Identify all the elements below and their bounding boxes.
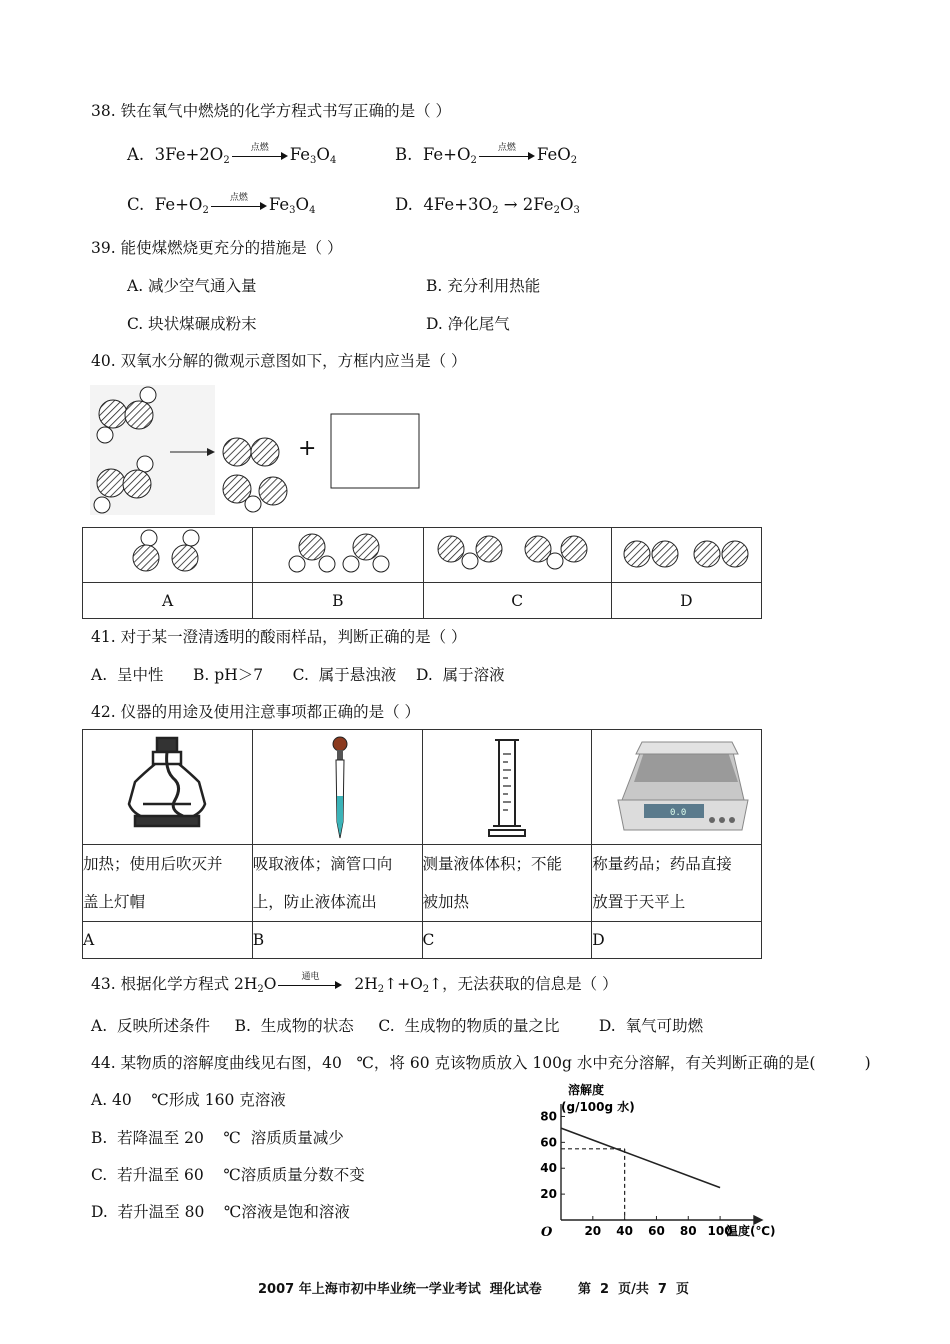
q44-option-d[interactable]: D. 若升温至 80 ℃溶液是饱和溶液: [91, 1203, 350, 1221]
x-tick-label: 40: [616, 1224, 633, 1238]
reaction-arrow: 点燃: [211, 199, 267, 213]
q39-option-a[interactable]: A. 减少空气通入量: [127, 277, 257, 295]
q42-stem: 42. 仪器的用途及使用注意事项都正确的是（ ）: [91, 703, 421, 721]
q39-stem: 39. 能使煤燃烧更充分的措施是（ ）: [91, 239, 343, 257]
x-tick-label: 80: [679, 1224, 697, 1238]
q42-instrument-table: [82, 729, 762, 959]
q42-cell-d-text: 称量药品；药品直接 放置于天平上: [592, 845, 762, 922]
q44-option-b[interactable]: B. 若降温至 20 ℃ 溶质质量减少: [91, 1129, 344, 1147]
x-tick-label: 20: [584, 1224, 602, 1238]
alcohol-lamp-image[interactable]: [83, 730, 253, 845]
q42-choice-d[interactable]: D: [592, 922, 762, 959]
q42-cell-c-text: 测量液体体积；不能 被加热: [422, 845, 592, 922]
q40-choice-table: [82, 527, 762, 619]
q40-choice-d-image[interactable]: [611, 528, 761, 583]
q44-stem: 44. 某物质的溶解度曲线见右图，40 ℃，将 60 克该物质放入 100g 水中充分溶解，有关判断正确的是( ): [91, 1054, 871, 1072]
reaction-arrow: 通电: [278, 978, 342, 992]
q40-choice-c-label[interactable]: C: [423, 583, 611, 619]
product-molecule-2: [223, 475, 287, 512]
q39-option-c[interactable]: C. 块状煤碾成粉末: [127, 315, 257, 333]
q40-choice-a-label[interactable]: A: [83, 583, 253, 619]
q42-choice-a[interactable]: A: [83, 922, 253, 959]
electronic-balance-image[interactable]: [592, 730, 762, 845]
q38-stem: 38. 铁在氧气中燃烧的化学方程式书写正确的是（ ）: [91, 102, 452, 120]
q41-stem: 41. 对于某一澄清透明的酸雨样品，判断正确的是（ ）: [91, 628, 467, 646]
q40-choice-a-image[interactable]: [83, 528, 253, 583]
svg-text:0.0: 0.0: [670, 808, 687, 818]
dropper-image[interactable]: [252, 730, 422, 845]
chart-ylabel: (g/100g 水): [561, 1100, 635, 1114]
q40-choice-b-label[interactable]: B: [253, 583, 423, 619]
solubility-chart: [528, 1082, 798, 1240]
decomposition-diagram: [85, 380, 435, 520]
answer-box: [331, 414, 419, 488]
q40-choice-d-label[interactable]: D: [611, 583, 761, 619]
q40-choice-c-image[interactable]: [423, 528, 611, 583]
x-tick-label: 100: [707, 1224, 733, 1238]
chart-title: 溶解度: [568, 1083, 605, 1097]
plus-sign: +: [298, 436, 317, 461]
q44-option-c[interactable]: C. 若升温至 60 ℃溶质质量分数不变: [91, 1166, 365, 1184]
q38-option-a[interactable]: A. $3Fe+2O_2$ 点燃 $Fe_3O_4$: [127, 142, 337, 166]
q43-stem: 43. 根据化学方程式 $2H_2O$ 通电 $2H_2↑+O_2↑$，无法获取的信息是（ ）: [91, 972, 618, 995]
q39-option-b[interactable]: B. 充分利用热能: [426, 277, 541, 295]
q38-option-c[interactable]: C. $Fe+O_2$ 点燃 $Fe_3O_4$: [127, 192, 316, 216]
q42-cell-b-text: 吸取液体；滴管口向 上，防止液体流出: [252, 845, 422, 922]
q44-option-a[interactable]: A. 40 ℃形成 160 克溶液: [91, 1091, 286, 1109]
y-tick-label: 40: [540, 1161, 557, 1176]
q42-cell-a-text: 加热；使用后吹灭并 盖上灯帽: [83, 845, 253, 922]
q42-choice-c[interactable]: C: [422, 922, 592, 959]
q38-option-b[interactable]: B. $Fe+O_2$ 点燃 FeO$_2$: [395, 142, 578, 166]
q38-option-d[interactable]: D. $4Fe+3O_2 \to 2Fe_2O_3$: [395, 195, 580, 216]
q42-choice-b[interactable]: B: [252, 922, 422, 959]
page-footer: 2007 年上海市初中毕业统一学业考试 理化试卷 第 2 页/共 7 页: [258, 1282, 690, 1297]
graduated-cylinder-image[interactable]: [422, 730, 592, 845]
y-tick-label: 80: [540, 1109, 557, 1124]
chart-xlabel: 温度(℃): [726, 1224, 776, 1238]
reaction-arrow: 点燃: [232, 149, 288, 163]
reaction-arrow: 点燃: [479, 149, 535, 163]
solubility-curve: [561, 1128, 720, 1188]
q41-options[interactable]: A. 呈中性 B. pH＞7 C. 属于悬浊液 D. 属于溶液: [91, 666, 505, 684]
q40-stem: 40. 双氧水分解的微观示意图如下，方框内应当是（ ）: [91, 352, 467, 370]
q43-options[interactable]: A. 反映所述条件 B. 生成物的状态 C. 生成物的物质的量之比 D. 氧气可助燃: [91, 1017, 704, 1035]
product-molecule-1: [223, 438, 279, 466]
x-tick-label: 60: [648, 1224, 665, 1238]
y-tick-label: 60: [540, 1135, 557, 1150]
y-tick-label: 20: [540, 1187, 557, 1202]
q39-option-d[interactable]: D. 净化尾气: [426, 315, 510, 333]
chart-origin: O: [541, 1225, 553, 1240]
q40-choice-b-image[interactable]: [253, 528, 423, 583]
x-axis-arrow: [754, 1216, 762, 1224]
